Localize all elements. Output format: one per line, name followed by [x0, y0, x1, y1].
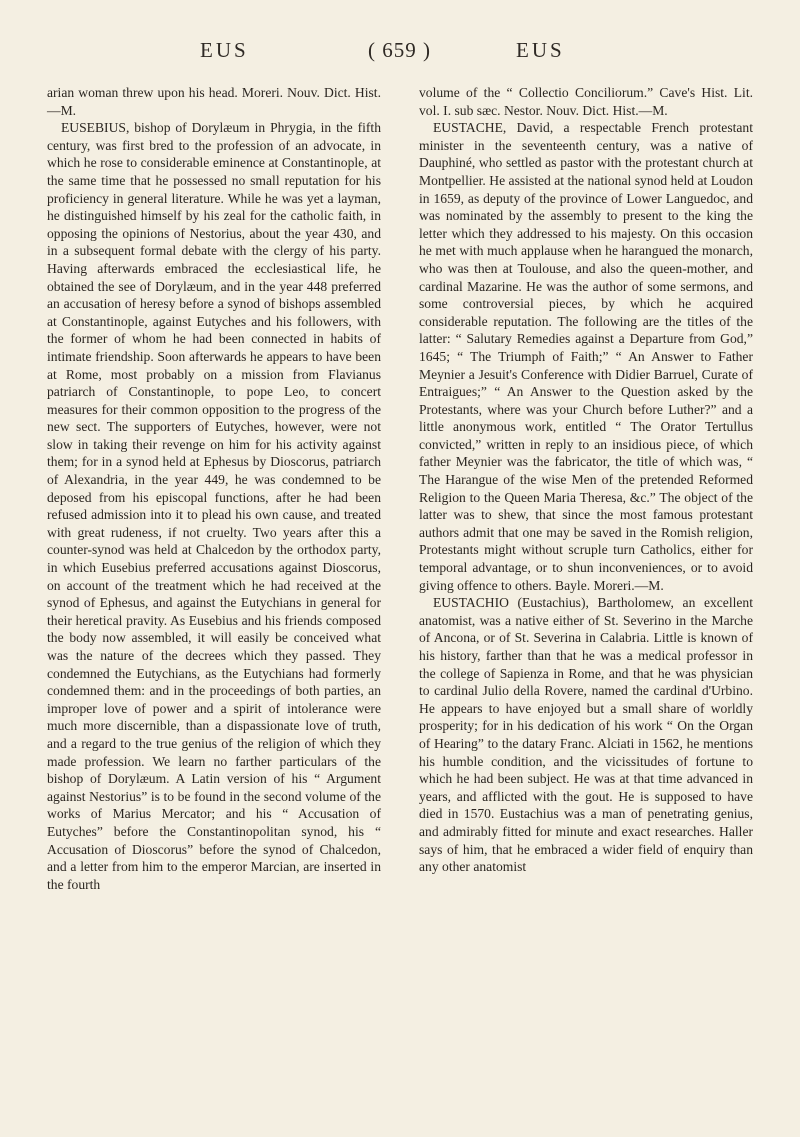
- paragraph-continuation-right: volume of the “ Collectio Conciliorum.” Cave's Hist. Lit. vol. I. sub sæc. Nestor. Nouv. Dict. Hist.—M.: [419, 85, 753, 118]
- right-column: [419, 84, 753, 893]
- text-columns: [47, 84, 753, 893]
- entry-eustachio: EUSTACHIO (Eustachius), Bartholomew, an excellent anatomist, was a native either of St. Severino in the Marche of Ancona, or of St. Severina in Calabria. Little is known of his history, farther than that he was a medical professor in the college of Sapienza in Rome, and that he was physician to cardinal Julio della Rovere, named the cardinal d'Urbino. He appears to have enjoyed but a small share of worldly prosperity; for in his dedication of his work “ On the Organ of Hearing” to the datary Franc. Alciati in 1562, he mentions his humble condition, and the vicissitudes of fortune to which he had been subject. He was at that time advanced in years, and afflicted with the gout. He is supposed to have died in 1570. Eustachius was a man of penetrating genius, and admirably fitted for minute and exact researches. Haller says of him, that he embraced a wider field of enquiry than any other anatomist: [419, 595, 753, 875]
- paragraph-continuation: arian woman threw upon his head. Moreri. Nouv. Dict. Hist.—M.: [47, 85, 381, 118]
- entry-eustache: EUSTACHE, David, a respectable French protestant minister in the seventeenth century, was a native of Dauphiné, who settled as pastor with the protestant church at Montpellier. He assisted at the national synod held at Loudon in 1659, as deputy of the province of Lower Languedoc, and was nominated by the assembly to present to the king the letter which they addressed to his majesty. On this occasion he met with much applause when he harangued the monarch, who was then at Toulouse, and also the queen-mother, and cardinal Mazarine. He was the author of some sermons, and some controversial pieces, by which he acquired considerable reputation. The following are the titles of the latter: “ Salutary Remedies against a Departure from God,” 1645; “ The Triumph of Faith;” “ An Answer to Father Meynier a Jesuit's Conference with Didier Barruel, Curate of Entraigues;” “ An Answer to the Question asked by the Protestants, where was your Church before Luther?” and a little anonymous work, entitled “ The Orator Tertullus convicted,” written in reply to an insidious piece, of which father Meynier was the fabricator, the title of which was, “ The Harangue of the wise Men of the pretended Reformed Religion to the Queen Maria Theresa, &c.” The object of the latter was to shew, that since the most famous protestant authors admit that one may be saved in the Romish religion, Protestants might without scruple turn Catholics, either for temporal advantage, or to shun inconveniences, or to avoid giving offence to others. Bayle. Moreri.—M.: [419, 120, 753, 593]
- entry-eusebius: EUSEBIUS, bishop of Dorylæum in Phrygia, in the fifth century, was first bred to the profession of an advocate, in which he rose to considerable eminence at Constantinople, at the same time that he possessed no small reputation for his proficiency in general literature. While he was yet a layman, he distinguished himself by his zeal for the catholic faith, in opposing the opinions of Nestorius, about the year 430, and in a subsequent formal debate with the clergy of his party. Having afterwards embraced the ecclesiastical life, he obtained the see of Dorylæum, and in the year 448 preferred an accusation of heresy before a synod of bishops assembled at Constantinople, against Eutyches and his followers, with the former of whom he had been connected in habits of intimate friendship. Soon afterwards he appears to have been at Rome, most probably on a mission from Flavianus patriarch of Constantinople, to pope Leo, to concert measures for their common opposition to the progress of the new sect. The supporters of Eutyches, however, were not slow in taking their revenge on him for his activity against them; for in a synod held at Ephesus by Dioscorus, patriarch of Alexandria, in the year 449, he was condemned to be deposed from his episcopal functions, after he had been refused admission into it to plead his own cause, and treated with great rudeness, if not cruelty. Two years after this a counter-synod was held at Chalcedon by the orthodox party, in which Eusebius preferred accusations against Dioscorus, on account of the treatment which he had received at the synod of Ephesus, and against the Eutychians in general for their heretical pravity. As Eusebius and his friends composed the body now assembled, it will easily be conceived what was the nature of the decrees which they passed. They condemned the Eutychians, as the Eutychians had formerly condemned them: and in the proceedings of both parties, an improper love of power and a spirit of intolerance were much more discernible, than a dispassionate love of truth, and a regard to the true genius of the religion of which they made profession. We learn no farther particulars of the bishop of Dorylæum. A Latin version of his “ Argument against Nestorius” is to be found in the second volume of the works of Marius Mercator; and his “ Accusation of Eutyches” before the Constantinopolitan synod, his “ Accusation of Dioscorus” before the synod of Chalcedon, and a letter from him to the emperor Marcian, are inserted in the fourth: [47, 120, 381, 892]
- running-head-right: EUS: [516, 38, 565, 62]
- running-head-left: EUS: [200, 38, 249, 62]
- page-header: [0, 38, 800, 64]
- page-number: ( 659 ): [368, 38, 431, 62]
- left-column: [47, 84, 381, 893]
